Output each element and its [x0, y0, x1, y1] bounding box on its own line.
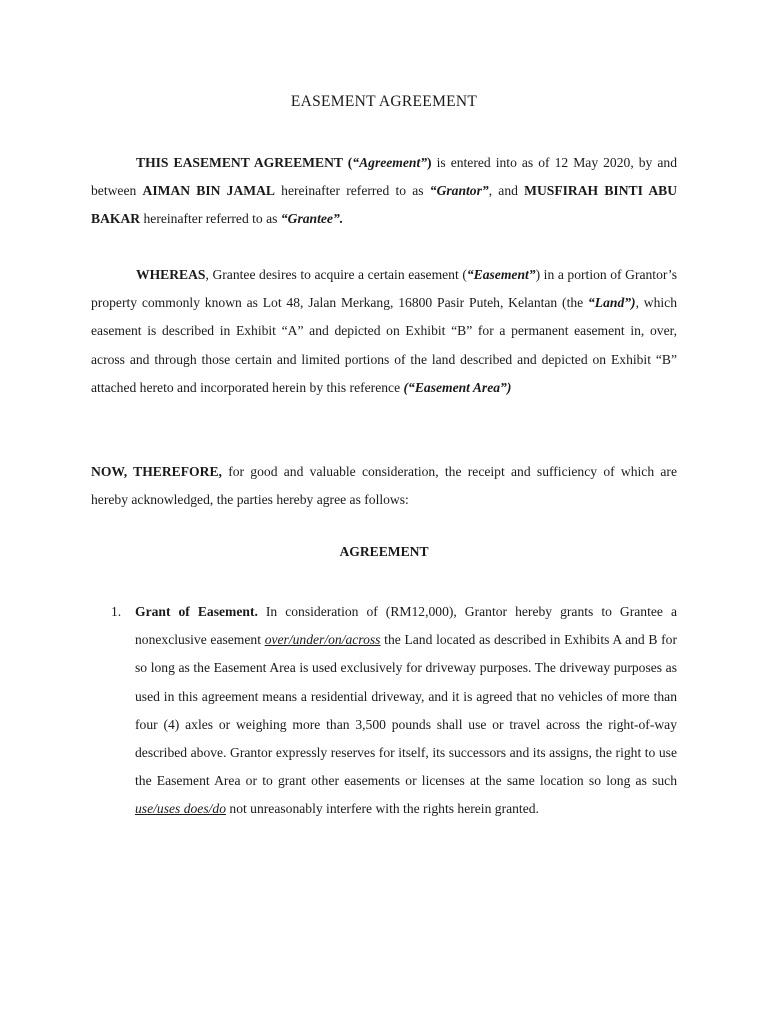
whereas-text-1: , Grantee desires to acquire a certain easement ( [205, 267, 467, 282]
land-definition: “Land”) [587, 295, 636, 311]
clause-text-2: the Land located as described in Exhibits A and B for so long as the Easement Area is used exclusively for driveway purposes. The driveway purposes as used in this agreement means a residential driveway, and it is agreed that no vehicles of more than four (4) axles or weighing more than 3,500 pounds shall use or travel across the right-of-way described above. Grantor expressly reserves for itself, its successors and its assigns, the right to use the Easement Area or to grant other easements or licenses at the same location so long as such [135, 632, 677, 789]
intro-lead: THIS EASEMENT AGREEMENT [136, 155, 343, 170]
grantor-name: AIMAN BIN JAMAL [142, 183, 275, 199]
clause-text-1: In consideration of (RM12,000), Grantor hereby grants to Grantee a nonexclusive easement [135, 604, 677, 648]
intro-text-3: , and [488, 183, 525, 199]
therefore-text: for good and valuable consideration, the receipt and sufficiency of which are hereby acknowledged, the parties hereby agree as follows: [91, 464, 677, 508]
whereas-text-3: , which easement is described in Exhibit “A” and depicted on Exhibit “B” for a permanent easement in, over, across and through those certain and limited portions of the land described and depicted on Exhibit “B” attached hereto and incorporated herein by this reference [91, 295, 677, 395]
intro-open-paren: ( [342, 155, 353, 170]
clause-number: 1. [111, 604, 122, 619]
intro-close-paren: ) [427, 155, 432, 170]
intro-paragraph [91, 149, 677, 234]
easement-area-definition: (“Easement Area”) [403, 379, 512, 395]
document-title: EASEMENT AGREEMENT [290, 93, 478, 110]
easement-definition: “Easement” [466, 267, 536, 282]
intro-text-4: hereinafter referred to as [140, 211, 281, 227]
therefore-lead: NOW, THEREFORE, [91, 464, 222, 479]
use-uses-options: use/uses does/do [135, 801, 226, 817]
intro-text-2: hereinafter referred to as [274, 183, 430, 199]
whereas-lead: WHEREAS [136, 267, 206, 282]
clause-heading: Grant of Easement. [135, 604, 258, 619]
grantor-definition: “Grantor” [429, 183, 489, 199]
whereas-text-2: ) in a portion of Grantor’s property commonly known as Lot 48, Jalan Merkang, 16800 Pasir Puteh, Kelantan (the [91, 267, 677, 311]
intro-text-1: is entered into as of 12 May 2020, by and between [91, 155, 677, 199]
over-under-options: over/under/on/across [264, 632, 381, 648]
clause-body [135, 598, 677, 824]
grantee-name: MUSFIRAH BINTI ABU BAKAR [91, 183, 678, 227]
therefore-paragraph [91, 458, 677, 514]
section-heading: AGREEMENT [339, 544, 429, 559]
clause-text-3: not unreasonably interfere with the rights herein granted. [226, 801, 539, 817]
whereas-paragraph [91, 261, 677, 402]
agreement-definition: “Agreement” [352, 155, 428, 170]
grantee-definition: “Grantee”. [280, 211, 344, 227]
